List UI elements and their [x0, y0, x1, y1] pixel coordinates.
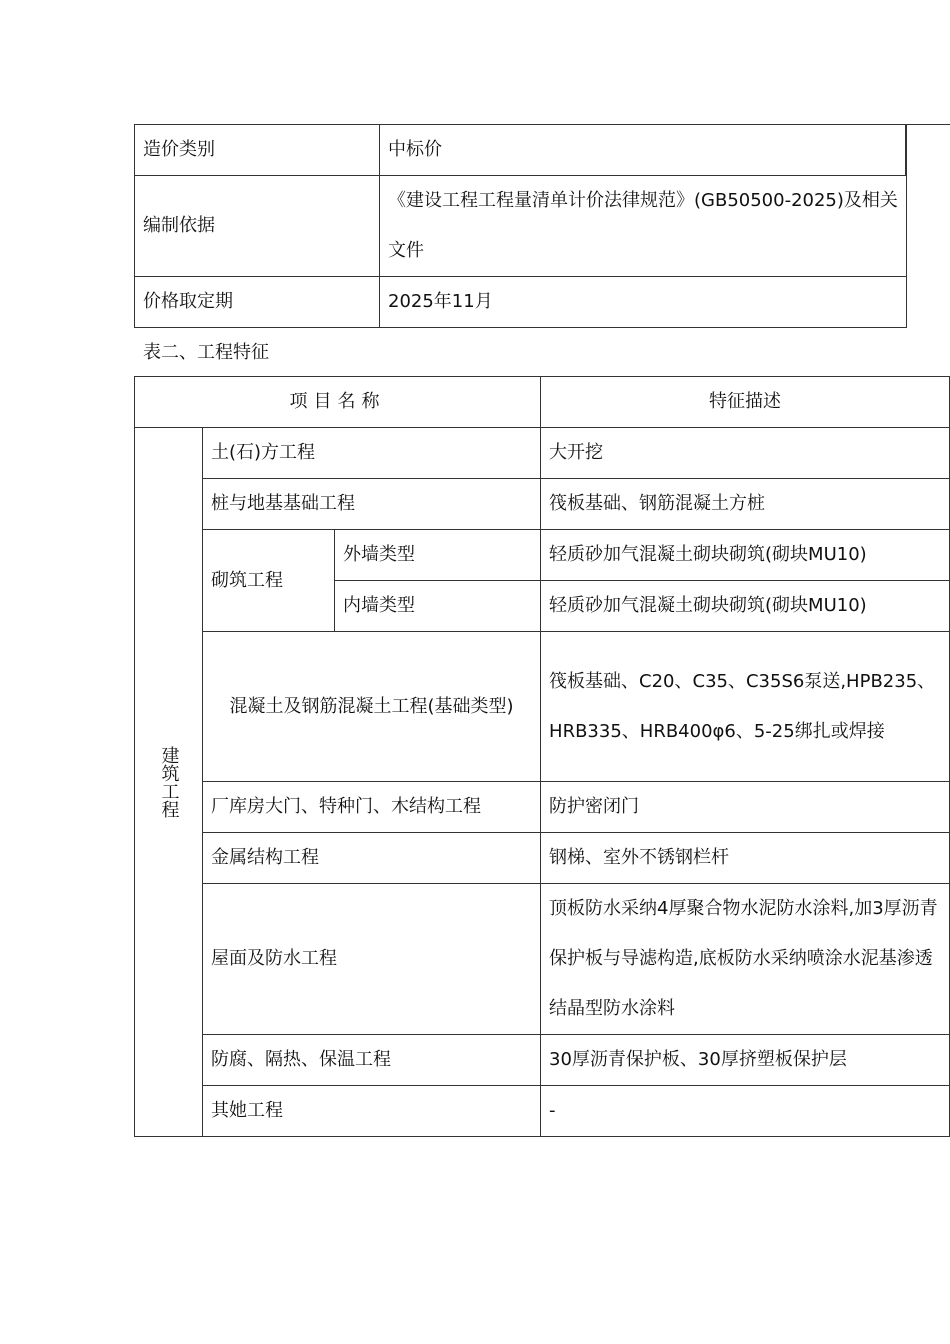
row-subtype: 内墙类型 [335, 581, 541, 632]
table-row [135, 530, 950, 581]
row-name: 屋面及防水工程 [203, 884, 541, 1035]
row-feature: 防护密闭门 [541, 782, 950, 833]
table-row [135, 176, 907, 277]
row-feature: 轻质砂加气混凝土砌块砌筑(砌块MU10) [541, 530, 950, 581]
table-row [135, 884, 950, 1035]
price-period-label: 价格取定期 [135, 277, 380, 328]
row-name: 砌筑工程 [203, 530, 335, 632]
table-row [135, 833, 950, 884]
basis-label: 编制依据 [135, 176, 380, 277]
row-name: 混凝土及钢筋混凝土工程(基础类型) [203, 632, 541, 782]
price-type-value: 中标价 [380, 125, 907, 176]
price-info-table [134, 124, 907, 328]
price-period-value: 2025年11月 [380, 277, 907, 328]
table-row [135, 479, 950, 530]
row-feature: 筏板基础、钢筋混凝土方桩 [541, 479, 950, 530]
project-features-table [134, 376, 950, 1137]
row-feature: 顶板防水采纳4厚聚合物水泥防水涂料,加3厚沥青保护板与导滤构造,底板防水采纳喷涂水泥基渗透结晶型防水涂料 [541, 884, 950, 1035]
row-name: 防腐、隔热、保温工程 [203, 1035, 541, 1086]
header-feature-description: 特征描述 [541, 377, 950, 428]
row-feature: 筏板基础、C20、C35、C35S6泵送,HPB235、HRB335、HRB400φ6、5-25绑扎或焊接 [541, 632, 950, 782]
row-subtype: 外墙类型 [335, 530, 541, 581]
table-caption: 表二、工程特征 [143, 342, 269, 363]
table-row [135, 1035, 950, 1086]
row-name: 桩与地基基础工程 [203, 479, 541, 530]
row-name: 其她工程 [203, 1086, 541, 1137]
table-header-row [135, 377, 950, 428]
category-label: 建筑工程 [135, 428, 203, 1137]
row-name: 金属结构工程 [203, 833, 541, 884]
table-row [135, 632, 950, 782]
row-feature: 30厚沥青保护板、30厚挤塑板保护层 [541, 1035, 950, 1086]
row-feature: 钢梯、室外不锈钢栏杆 [541, 833, 950, 884]
header-project-name: 项目名称 [135, 377, 541, 428]
table-row [135, 277, 907, 328]
row-name: 土(石)方工程 [203, 428, 541, 479]
row-feature: 轻质砂加气混凝土砌块砌筑(砌块MU10) [541, 581, 950, 632]
table-row [135, 125, 907, 176]
table-row [135, 1086, 950, 1137]
basis-value: 《建设工程工程量清单计价法律规范》(GB50500-2025)及相关文件 [380, 176, 907, 277]
row-feature: - [541, 1086, 950, 1137]
row-name: 厂库房大门、特种门、木结构工程 [203, 782, 541, 833]
table-border-stub [905, 124, 950, 175]
table-row [135, 428, 950, 479]
table-row [135, 782, 950, 833]
price-type-label: 造价类别 [135, 125, 380, 176]
row-feature: 大开挖 [541, 428, 950, 479]
